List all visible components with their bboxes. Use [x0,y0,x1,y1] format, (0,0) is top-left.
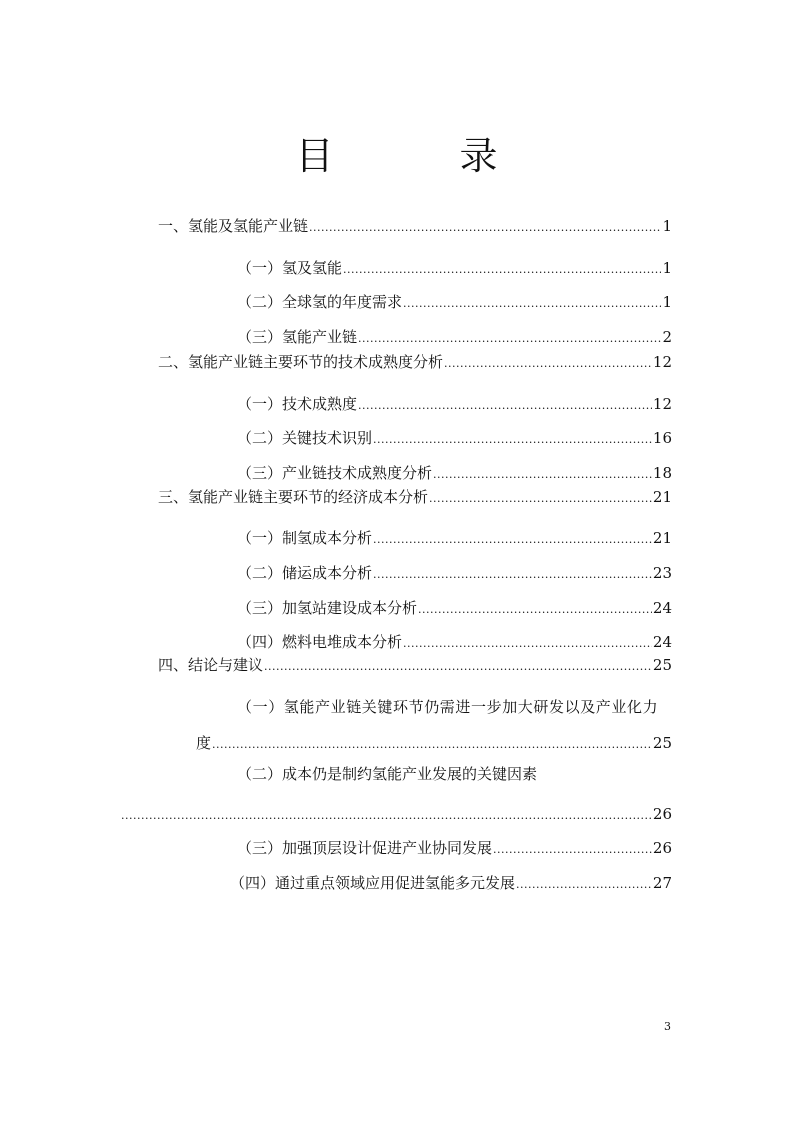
toc-entry-s4-2-label[interactable]: （二）成本仍是制约氢能产业发展的关键因素 [237,765,538,783]
toc-entry-label: （四）燃料电堆成本分析 [237,633,403,651]
toc-entry-label: 二、氢能产业链主要环节的技术成熟度分析 [158,353,444,371]
toc-entry-page: 23 [652,564,672,582]
toc-entry-page: 21 [652,488,672,506]
dot-leader [493,840,652,860]
toc-entry-label: （一）技术成熟度 [237,395,358,413]
toc-entry-page: 1 [662,293,672,311]
toc-entry-s4-2[interactable] [120,804,672,826]
toc-entry-page: 12 [652,395,672,413]
dot-leader [212,735,652,755]
toc-entry-s3-3[interactable] [237,598,672,620]
toc-entry-label: （四）通过重点领域应用促进氢能多元发展 [230,874,516,892]
toc-entry-label: （二）全球氢的年度需求 [237,293,403,311]
dot-leader [373,430,652,450]
toc-entry-s2-1[interactable] [237,394,672,416]
toc-entry-s3[interactable] [158,487,672,509]
toc-entry-page: 12 [652,353,672,371]
toc-entry-label: （三）产业链技术成熟度分析 [237,464,433,482]
dot-leader [403,294,661,314]
toc-entry-page: 24 [652,633,672,651]
toc-entry-s2[interactable] [158,352,672,374]
toc-entry-page: 1 [662,217,672,235]
toc-entry-page: 27 [652,874,672,892]
dot-leader [373,530,652,550]
toc-entry-s2-3[interactable] [237,463,672,485]
toc-entry-s4-1[interactable] [196,733,672,755]
dot-leader [373,565,652,585]
toc-entry-label: 度 [196,734,212,752]
toc-entry-s2-2[interactable] [237,428,672,450]
toc-entry-s3-1[interactable] [237,528,672,550]
toc-entry-page: 24 [652,599,672,617]
dot-leader [121,806,652,826]
toc-entry-s4-1-line1[interactable]: （一）氢能产业链关键环节仍需进一步加大研发以及产业化力 [237,698,659,716]
dot-leader [433,465,652,485]
dot-leader [264,657,652,677]
page-number: 3 [664,1020,671,1033]
toc-entry-label: （三）加氢站建设成本分析 [237,599,418,617]
toc-entry-label: 四、结论与建议 [158,656,264,674]
toc-entry-page: 26 [652,805,672,823]
toc-entry-label: （二）关键技术识别 [237,429,373,447]
dot-leader [516,875,652,895]
toc-entry-page: 25 [652,734,672,752]
toc-entry-label: （二）储运成本分析 [237,564,373,582]
toc-entry-page: 1 [662,259,672,277]
dot-leader [343,260,661,280]
page-title: 目 录 [295,134,542,178]
toc-entry-s3-2[interactable] [237,563,672,585]
dot-leader [358,329,661,349]
toc-entry-s1-2[interactable] [237,292,672,314]
toc-entry-label: （三）加强顶层设计促进产业协同发展 [237,839,493,857]
dot-leader [403,634,652,654]
toc-entry-label: （一）制氢成本分析 [237,529,373,547]
dot-leader [358,396,652,416]
dot-leader [444,354,652,374]
toc-entry-page: 25 [652,656,672,674]
toc-entry-s4[interactable] [158,655,672,677]
toc-entry-page: 18 [652,464,672,482]
toc-entry-label: 三、氢能产业链主要环节的经济成本分析 [158,488,429,506]
dot-leader [429,489,652,509]
toc-entry-label: 一、氢能及氢能产业链 [158,217,309,235]
toc-entry-page: 26 [652,839,672,857]
toc-entry-s4-3[interactable] [237,838,672,860]
toc-entry-s1-1[interactable] [237,258,672,280]
toc-entry-s4-4[interactable] [230,873,672,895]
toc-entry-page: 21 [652,529,672,547]
toc-entry-s1-3[interactable] [237,327,672,349]
toc-entry-s3-4[interactable] [237,632,672,654]
dot-leader [418,600,652,620]
toc-entry-page: 2 [662,328,672,346]
toc-entry-label: （一）氢及氢能 [237,259,343,277]
toc-entry-page: 16 [652,429,672,447]
dot-leader [309,218,661,238]
toc-entry-label: （三）氢能产业链 [237,328,358,346]
toc-entry-s1[interactable] [158,216,672,238]
